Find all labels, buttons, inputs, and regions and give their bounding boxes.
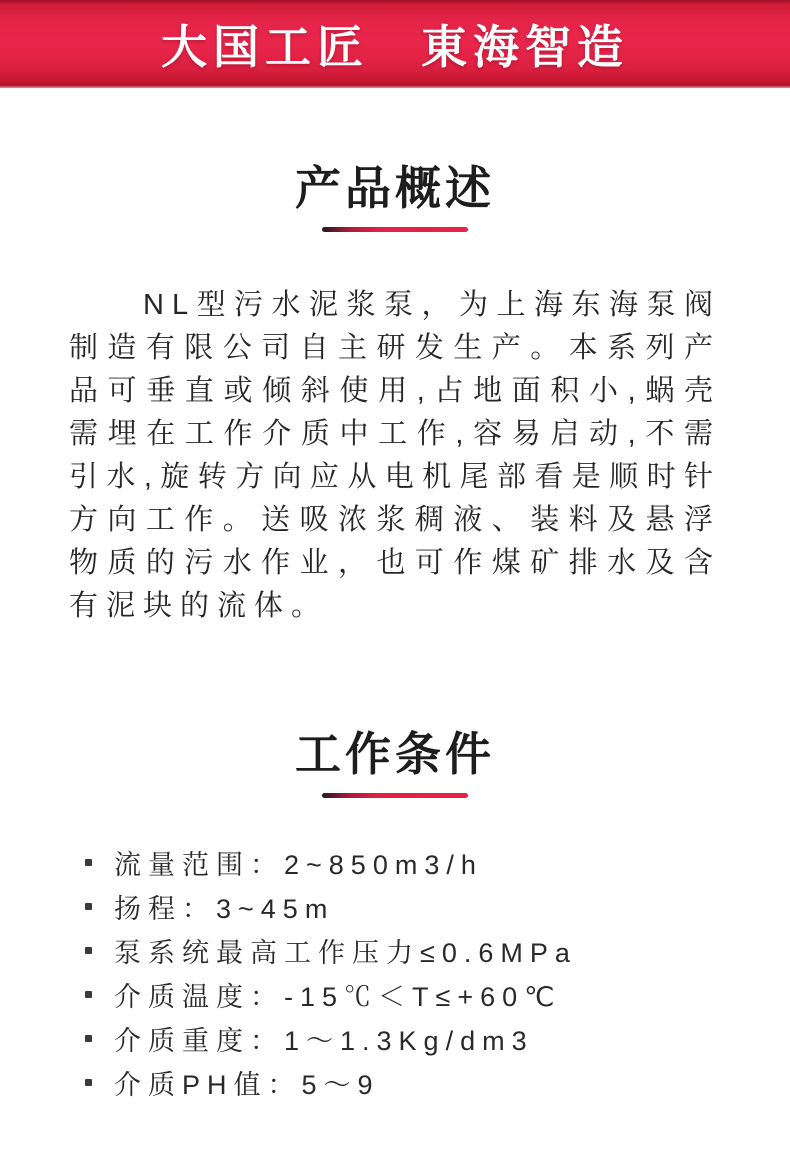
spec-text: 介质PH值：5～9 — [114, 1069, 380, 1100]
spec-text: 介质温度：-15℃＜T≤+60℃ — [114, 981, 562, 1012]
heading-underline — [322, 227, 468, 232]
bullet-icon — [85, 1079, 92, 1086]
heading-underline — [322, 793, 468, 798]
list-item — [65, 840, 725, 884]
bullet-icon — [85, 947, 92, 954]
header-banner — [0, 0, 790, 90]
spec-text: 扬程：3~45m — [114, 893, 335, 924]
spec-text: 泵系统最高工作压力≤0.6MPa — [114, 937, 577, 968]
section-product-overview — [0, 164, 790, 628]
bullet-icon — [85, 859, 92, 866]
list-item — [65, 1016, 725, 1060]
bullet-icon — [85, 1035, 92, 1042]
conditions-heading: 工作条件 — [295, 728, 495, 780]
overview-heading: 产品概述 — [295, 162, 495, 214]
overview-paragraph: NL型污水泥浆泵，为上海东海泵阀制造有限公司自主研发生产。本系列产品可垂直或倾斜使用,占地面积小,蜗壳需埋在工作介质中工作,容易启动,不需引水,旋转方向应从电机尾部看是顺时针方向工作。送吸浓浆稠液、装料及悬浮物质的污水作业，也可作煤矿排水及含有泥块的流体。 — [69, 289, 721, 622]
bullet-icon — [85, 903, 92, 910]
list-item — [65, 884, 725, 928]
banner-title: 大国工匠 東海智造 — [161, 21, 629, 73]
list-item — [65, 928, 725, 972]
bullet-icon — [85, 991, 92, 998]
list-item — [65, 1060, 725, 1104]
spec-text: 流量范围：2~850m3/h — [114, 849, 483, 880]
list-item — [65, 972, 725, 1016]
section-working-conditions — [0, 730, 790, 1104]
conditions-list — [65, 840, 725, 1104]
spec-text: 介质重度：1～1.3Kg/dm3 — [114, 1025, 534, 1056]
